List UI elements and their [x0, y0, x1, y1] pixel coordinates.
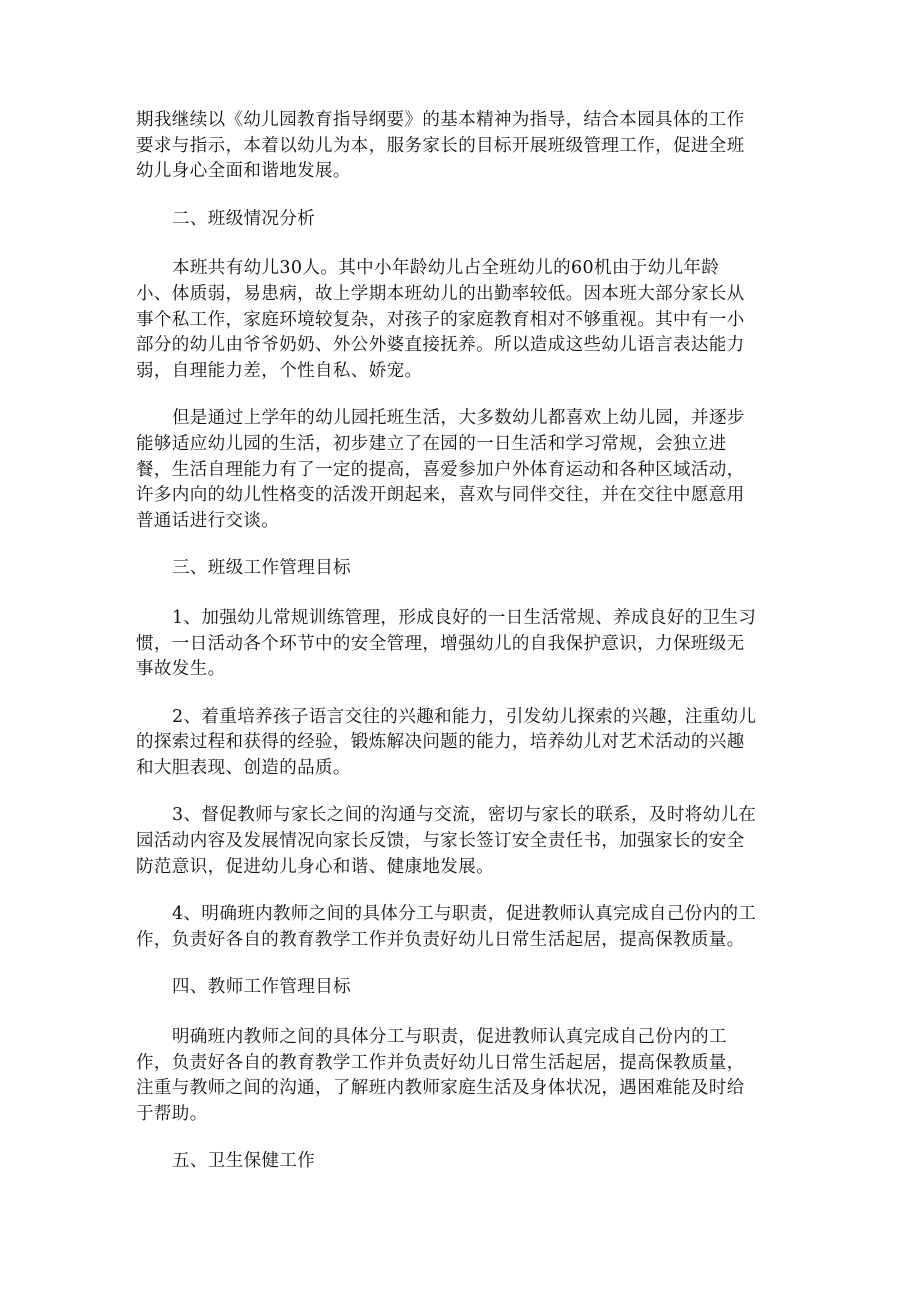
text-line: 要求与指示，本着以幼儿为本，服务家长的目标开展班级管理工作，促进全班 [136, 135, 745, 156]
text-line: 和大胆表现、创造的品质。 [136, 757, 351, 778]
text-line: 但是通过上学年的幼儿园托班生活，大多数幼儿都喜欢上幼儿园，并逐步 [172, 408, 745, 429]
text-line: 事故发生。 [136, 659, 226, 680]
text-line: 幼儿身心全面和谐地发展。 [136, 161, 351, 182]
text-line: 注重与教师之间的沟通，了解班内教师家庭生活及身体状况，遇困难能及时给 [136, 1078, 745, 1099]
text-line: 1、加强幼儿常规训练管理，形成良好的一日生活常规、养成良好的卫生习 [172, 607, 757, 628]
text-line: 作，负责好各自的教育教学工作并负责好幼儿日常生活起居，提高保教质量。 [136, 929, 745, 950]
intro-paragraph [136, 108, 776, 185]
teacher-paragraph [136, 1025, 776, 1127]
text-line: 防范意识，促进幼儿身心和谐、健康地发展。 [136, 856, 494, 877]
text-line: 事个私工作，家庭环境较复杂，对孩子的家庭教育相对不够重视。其中有一小 [136, 309, 745, 330]
text-line: 作，负责好各自的教育教学工作并负责好幼儿日常生活起居，提高保教质量， [136, 1052, 745, 1073]
text-line: 许多内向的幼儿性格变的活泼开朗起来，喜欢与同伴交往，并在交往中愿意用 [136, 485, 745, 506]
text-line: 期我继续以《幼儿园教育指导纲要》的基本精神为指导，结合本园具体的工作 [136, 110, 745, 130]
text-line: 惯，一日活动各个环节中的安全管理，增强幼儿的自我保护意识，力保班级无 [136, 633, 745, 654]
text-line: 本班共有幼儿30人。其中小年龄幼儿占全班幼儿的60机由于幼儿年龄 [172, 258, 720, 279]
section-heading-5: 五、卫生保健工作 [172, 1151, 316, 1172]
text-line: 明确班内教师之间的具体分工与职责，促进教师认真完成自己份内的工 [172, 1027, 727, 1048]
analysis-paragraph-2 [136, 406, 776, 534]
goal-item-3 [136, 803, 776, 880]
text-line: 4、明确班内教师之间的具体分工与职责，促进教师认真完成自己份内的工 [172, 904, 757, 925]
text-line: 小、体质弱，易患病，故上学期本班幼儿的出勤率较低。因本班大部分家长从 [136, 283, 745, 304]
goal-item-1 [136, 606, 776, 683]
document-body [136, 108, 776, 1199]
text-line: 3、督促教师与家长之间的沟通与交流，密切与家长的联系，及时将幼儿在 [172, 805, 757, 826]
text-line: 部分的幼儿由爷爷奶奶、外公外婆直接抚养。所以造成这些幼儿语言表达能力 [136, 335, 745, 356]
text-line: 餐，生活自理能力有了一定的提高，喜爱参加户外体育运动和各种区域活动， [136, 459, 745, 480]
section-heading-4: 四、教师工作管理目标 [172, 977, 351, 998]
text-line: 于帮助。 [136, 1103, 208, 1124]
text-line: 园活动内容及发展情况向家长反馈，与家长签订安全责任书，加强家长的安全 [136, 831, 745, 852]
section-heading-3: 三、班级工作管理目标 [172, 558, 351, 579]
text-line: 能够适应幼儿园的生活，初步建立了在园的一日生活和学习常规，会独立进 [136, 433, 727, 454]
text-line: 2、着重培养孩子语言交往的兴趣和能力，引发幼儿探索的兴趣，注重幼儿 [172, 706, 757, 727]
goal-item-4 [136, 902, 776, 953]
text-line: 普通话进行交谈。 [136, 510, 280, 531]
text-line: 弱，自理能力差，个性自私、娇宠。 [136, 360, 423, 381]
section-heading-2: 二、班级情况分析 [172, 208, 316, 229]
analysis-paragraph-1 [136, 256, 776, 384]
goal-item-2 [136, 705, 776, 782]
text-line: 的探索过程和获得的经验，锻炼解决问题的能力，培养幼儿对艺术活动的兴趣 [136, 732, 745, 753]
